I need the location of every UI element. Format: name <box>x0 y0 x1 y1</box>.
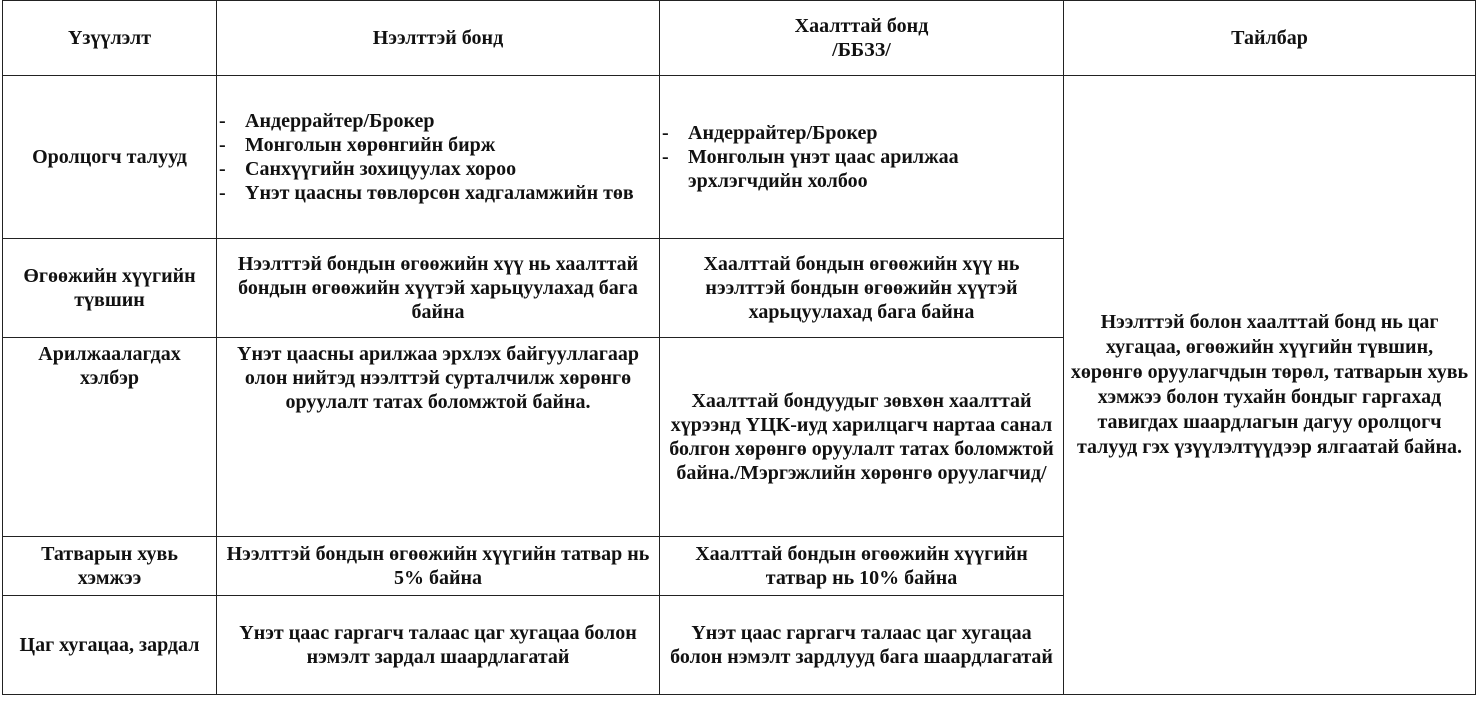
closed-bond-cell: Хаалттай бондын өгөөжийн хүүгийн татвар нь 10% байна <box>660 537 1064 596</box>
closed-bond-cell: Хаалттай бондуудыг зөвхөн хаалттай хүрээнд ҮЦК-иуд харилцагч нартаа санал болгон хөрөнгө оруулалт татах боломжтой байна./Мэргэжлийн хөрөнгө оруулагчид/ <box>660 338 1064 537</box>
criterion-cell: Татварын хувь хэмжээ <box>3 537 217 596</box>
bond-comparison-table <box>2 0 1476 695</box>
open-bond-cell <box>217 76 660 239</box>
open-bond-cell: Үнэт цаасны арилжаа эрхлэх байгууллагаар олон нийтэд нээлттэй сурталчилж хөрөнгө оруулалт татах боломжтой байна. <box>217 338 660 537</box>
header-open-bond: Нээлттэй бонд <box>217 1 660 76</box>
criterion-cell: Оролцогч талууд <box>3 76 217 239</box>
list-item: - Андеррайтер/Брокер <box>662 122 878 144</box>
criterion-cell: Өгөөжийн хүүгийн түвшин <box>3 239 217 338</box>
list-item: - Үнэт цаасны төвлөрсөн хадгаламжийн төв <box>219 182 634 204</box>
list-item: - Санхүүгийн зохицуулах хороо <box>219 158 517 180</box>
criterion-cell: Цаг хугацаа, зардал <box>3 596 217 695</box>
header-note: Тайлбар <box>1064 1 1476 76</box>
list-item: - Монголын хөрөнгийн бирж <box>219 134 496 156</box>
list-item: - Андеррайтер/Брокер <box>219 110 435 132</box>
criterion-cell: Арилжаалагдах хэлбэр <box>3 338 217 537</box>
table-row <box>3 76 1476 239</box>
header-closed-bond-line1: Хаалттай бонд <box>794 15 929 37</box>
note-cell: Нээлттэй болон хаалттай бонд нь цаг хугацаа, өгөөжийн хүүгийн түвшин, хөрөнгө оруулагчдын төрөл, татварын хувь хэмжээ болон тухайн бондыг гаргахад тавигдах шаардлагын дагуу оролцогч талууд гэх үзүүлэлтүүдээр ялгаатай байна. <box>1064 76 1476 695</box>
open-bond-cell: Нээлттэй бондын өгөөжийн хүү нь хаалттай бондын өгөөжийн хүүтэй харьцуулахад бага байна <box>217 239 660 338</box>
header-closed-bond-line2: /ББЗЗ/ <box>832 39 891 61</box>
closed-bond-cell <box>660 76 1064 239</box>
closed-bond-cell: Хаалттай бондын өгөөжийн хүү нь нээлттэй бондын өгөөжийн хүүтэй харьцуулахад бага байна <box>660 239 1064 338</box>
header-row <box>3 1 1476 76</box>
list-item: - Монголын үнэт цаас арилжаа эрхлэгчдийн холбоо <box>662 146 959 192</box>
open-bond-cell: Нээлттэй бондын өгөөжийн хүүгийн татвар нь 5% байна <box>217 537 660 596</box>
closed-bond-cell: Үнэт цаас гаргагч талаас цаг хугацаа болон нэмэлт зардлууд бага шаардлагатай <box>660 596 1064 695</box>
open-bond-cell: Үнэт цаас гаргагч талаас цаг хугацаа болон нэмэлт зардал шаардлагатай <box>217 596 660 695</box>
header-closed-bond <box>660 1 1064 76</box>
header-criterion: Үзүүлэлт <box>3 1 217 76</box>
